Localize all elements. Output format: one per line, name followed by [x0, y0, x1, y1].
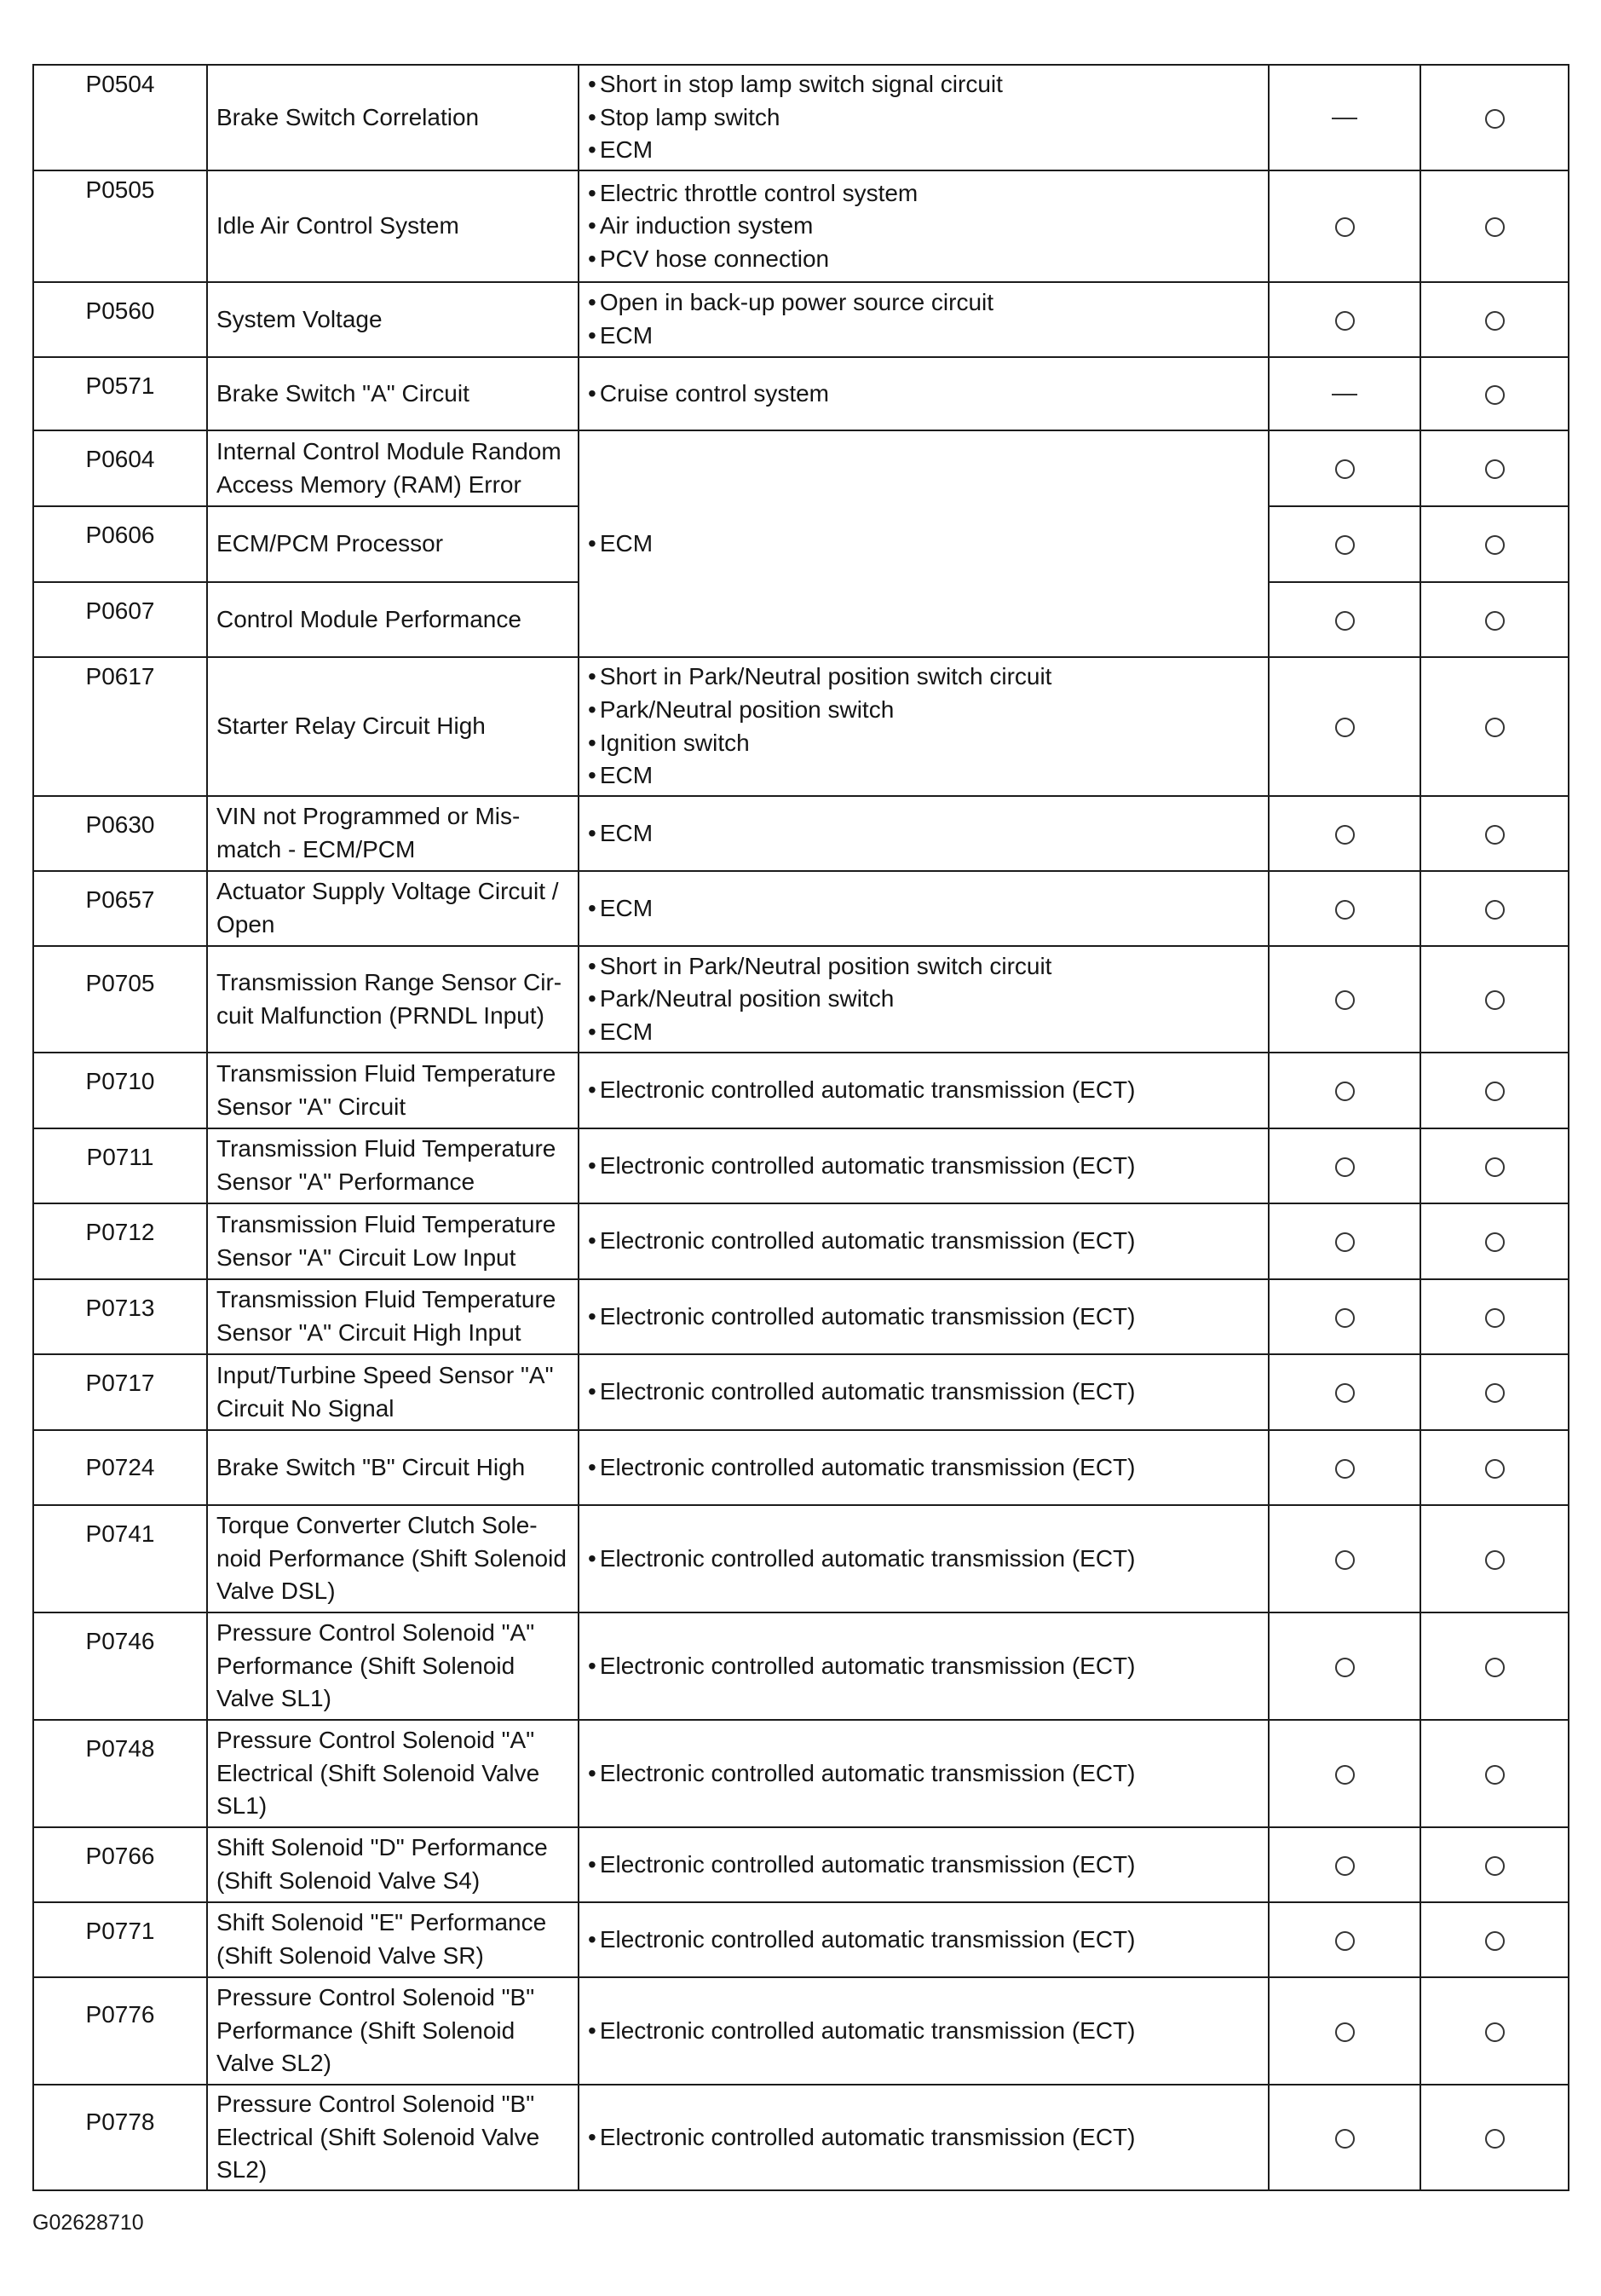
dtc-code: P0604: [33, 430, 207, 506]
table-row: [33, 1612, 1569, 1720]
dtc-code: P0771: [33, 1902, 207, 1977]
table-row: [33, 796, 1569, 871]
table-row: [33, 1128, 1569, 1203]
trouble-area-item: • ECM: [588, 759, 1259, 793]
trouble-area: [579, 1827, 1269, 1902]
circle-icon: [1335, 217, 1355, 237]
table-row: [33, 1053, 1569, 1128]
circle-icon: [1335, 459, 1355, 479]
trouble-area: [579, 357, 1269, 430]
detection-item: Shift Solenoid "D" Performance (Shift Solenoid Valve S4): [207, 1827, 579, 1902]
circle-icon: [1335, 1459, 1355, 1479]
dtc-code: P0724: [33, 1430, 207, 1505]
trouble-area: [579, 65, 1269, 170]
detection-item: Control Module Performance: [207, 582, 579, 657]
dtc-code: P0717: [33, 1354, 207, 1430]
mil-indicator: [1269, 871, 1420, 946]
memory-indicator: [1420, 282, 1569, 357]
trouble-area-item: • Ignition switch: [588, 727, 1259, 760]
table-row: [33, 282, 1569, 357]
trouble-area-item: • Park/Neutral position switch: [588, 983, 1259, 1016]
circle-icon: [1485, 1856, 1505, 1876]
mil-indicator: [1269, 1279, 1420, 1354]
table-row: [33, 946, 1569, 1053]
mil-indicator: [1269, 1612, 1420, 1720]
trouble-area-item: • Electronic controlled automatic transmission (ECT): [588, 2121, 1259, 2155]
dtc-code: P0776: [33, 1977, 207, 2085]
memory-indicator: [1420, 1128, 1569, 1203]
table-row: [33, 1902, 1569, 1977]
dtc-code: P0606: [33, 506, 207, 582]
detection-item: Pressure Control Solenoid "A" Electrical (Shift Solenoid Valve SL1): [207, 1720, 579, 1827]
mil-indicator: [1269, 1902, 1420, 1977]
table-row: [33, 657, 1569, 796]
circle-icon: [1335, 900, 1355, 920]
memory-indicator: [1420, 2085, 1569, 2190]
circle-icon: [1485, 2022, 1505, 2042]
trouble-area-item: • Air induction system: [588, 210, 1259, 243]
detection-item: Transmission Fluid Temperature Sensor "A" Performance: [207, 1128, 579, 1203]
memory-indicator: [1420, 1827, 1569, 1902]
dtc-code: P0560: [33, 282, 207, 357]
circle-icon: [1335, 1658, 1355, 1677]
memory-indicator: [1420, 946, 1569, 1053]
trouble-area: [579, 946, 1269, 1053]
trouble-area: [579, 1505, 1269, 1612]
circle-icon: [1485, 1082, 1505, 1101]
memory-indicator: [1420, 1279, 1569, 1354]
circle-icon: [1485, 1383, 1505, 1403]
dtc-code: P0748: [33, 1720, 207, 1827]
detection-item: Idle Air Control System: [207, 170, 579, 282]
detection-item: Pressure Control Solenoid "A" Performance (Shift Solenoid Valve SL1): [207, 1612, 579, 1720]
trouble-area-item: • Electronic controlled automatic transmission (ECT): [588, 1301, 1259, 1334]
circle-icon: [1335, 2129, 1355, 2149]
trouble-area-item: • Park/Neutral position switch: [588, 694, 1259, 727]
trouble-area-item: • Short in stop lamp switch signal circuit: [588, 68, 1259, 101]
circle-icon: [1485, 1550, 1505, 1570]
circle-icon: [1335, 1232, 1355, 1252]
circle-icon: [1485, 109, 1505, 129]
trouble-area-item: • Electronic controlled automatic transmission (ECT): [588, 2015, 1259, 2048]
trouble-area-item: • Electronic controlled automatic transmission (ECT): [588, 1451, 1259, 1485]
trouble-area-item: • Short in Park/Neutral position switch circuit: [588, 661, 1259, 694]
trouble-area: [579, 282, 1269, 357]
trouble-area-item: • Cruise control system: [588, 378, 1259, 411]
trouble-area-item: • ECM: [588, 134, 1259, 167]
trouble-area-item: • Open in back-up power source circuit: [588, 286, 1259, 320]
circle-icon: [1335, 1082, 1355, 1101]
circle-icon: [1485, 2129, 1505, 2149]
table-row: [33, 1279, 1569, 1354]
detection-item: Shift Solenoid "E" Performance (Shift Solenoid Valve SR): [207, 1902, 579, 1977]
memory-indicator: [1420, 430, 1569, 506]
mil-indicator: [1269, 1827, 1420, 1902]
trouble-area: [579, 1354, 1269, 1430]
memory-indicator: [1420, 1902, 1569, 1977]
memory-indicator: [1420, 65, 1569, 170]
trouble-area: [579, 796, 1269, 871]
memory-indicator: [1420, 1977, 1569, 2085]
circle-icon: [1485, 1765, 1505, 1785]
detection-item: Torque Converter Clutch Sole-noid Performance (Shift Solenoid Valve DSL): [207, 1505, 579, 1612]
memory-indicator: [1420, 1430, 1569, 1505]
trouble-area-item: • Electronic controlled automatic transmission (ECT): [588, 1757, 1259, 1791]
circle-icon: [1335, 311, 1355, 331]
circle-icon: [1335, 1765, 1355, 1785]
circle-icon: [1335, 1550, 1355, 1570]
detection-item: VIN not Programmed or Mis-match - ECM/PCM: [207, 796, 579, 871]
circle-icon: [1485, 825, 1505, 845]
circle-icon: [1335, 825, 1355, 845]
circle-icon: [1485, 1658, 1505, 1677]
table-row: [33, 1354, 1569, 1430]
memory-indicator: [1420, 582, 1569, 657]
mil-indicator: [1269, 1203, 1420, 1279]
mil-indicator: [1269, 1977, 1420, 2085]
dtc-code: P0766: [33, 1827, 207, 1902]
dtc-code: P0504: [33, 65, 207, 170]
detection-item: System Voltage: [207, 282, 579, 357]
detection-item: Input/Turbine Speed Sensor "A" Circuit No Signal: [207, 1354, 579, 1430]
table-row: [33, 2085, 1569, 2190]
table-row: [33, 1977, 1569, 2085]
trouble-area: [579, 1279, 1269, 1354]
detection-item: Actuator Supply Voltage Circuit / Open: [207, 871, 579, 946]
mil-indicator: [1269, 1053, 1420, 1128]
trouble-area-item: • Electronic controlled automatic transmission (ECT): [588, 1650, 1259, 1683]
dtc-code: P0713: [33, 1279, 207, 1354]
dtc-code: P0705: [33, 946, 207, 1053]
circle-icon: [1335, 990, 1355, 1010]
circle-icon: [1335, 1383, 1355, 1403]
dtc-code: P0746: [33, 1612, 207, 1720]
detection-item: Transmission Range Sensor Cir-cuit Malfunction (PRNDL Input): [207, 946, 579, 1053]
table-row: [33, 1505, 1569, 1612]
table-row: [33, 170, 1569, 282]
dtc-code: P0571: [33, 357, 207, 430]
circle-icon: [1485, 535, 1505, 555]
circle-icon: [1335, 1931, 1355, 1951]
detection-item: Brake Switch "B" Circuit High: [207, 1430, 579, 1505]
memory-indicator: [1420, 1720, 1569, 1827]
mil-indicator: [1269, 170, 1420, 282]
circle-icon: [1335, 1157, 1355, 1177]
dtc-code: P0630: [33, 796, 207, 871]
circle-icon: [1485, 900, 1505, 920]
mil-indicator: [1269, 582, 1420, 657]
table-row: [33, 1720, 1569, 1827]
detection-item: Brake Switch "A" Circuit: [207, 357, 579, 430]
table-row: [33, 1430, 1569, 1505]
circle-icon: [1485, 1232, 1505, 1252]
memory-indicator: [1420, 1203, 1569, 1279]
mil-indicator: [1269, 1505, 1420, 1612]
table-row: [33, 871, 1569, 946]
detection-item: Starter Relay Circuit High: [207, 657, 579, 796]
dtc-code: P0607: [33, 582, 207, 657]
trouble-area-item: • Electronic controlled automatic transmission (ECT): [588, 1849, 1259, 1882]
circle-icon: [1485, 459, 1505, 479]
trouble-area-item: • Electronic controlled automatic transmission (ECT): [588, 1150, 1259, 1183]
trouble-area-item: • ECM: [588, 892, 1259, 926]
detection-item: Pressure Control Solenoid "B" Performance (Shift Solenoid Valve SL2): [207, 1977, 579, 2085]
dtc-code: P0711: [33, 1128, 207, 1203]
trouble-area: [579, 871, 1269, 946]
circle-icon: [1485, 611, 1505, 631]
detection-item: Transmission Fluid Temperature Sensor "A" Circuit: [207, 1053, 579, 1128]
mil-indicator: [1269, 357, 1420, 430]
circle-icon: [1485, 1157, 1505, 1177]
trouble-area: [579, 1902, 1269, 1977]
mil-indicator: [1269, 1720, 1420, 1827]
detection-item: Pressure Control Solenoid "B" Electrical (Shift Solenoid Valve SL2): [207, 2085, 579, 2190]
dtc-code: P0505: [33, 170, 207, 282]
dtc-code: P0617: [33, 657, 207, 796]
mil-indicator: [1269, 796, 1420, 871]
dash-icon: [1332, 118, 1357, 119]
trouble-area: [579, 170, 1269, 282]
trouble-area-item: • Electronic controlled automatic transmission (ECT): [588, 1074, 1259, 1107]
trouble-area: [579, 1612, 1269, 1720]
detection-item: Transmission Fluid Temperature Sensor "A" Circuit High Input: [207, 1279, 579, 1354]
trouble-area-item: • Short in Park/Neutral position switch circuit: [588, 950, 1259, 984]
circle-icon: [1335, 535, 1355, 555]
trouble-area-item: • Electronic controlled automatic transmission (ECT): [588, 1225, 1259, 1258]
dash-icon: [1332, 394, 1357, 395]
trouble-area-item: • ECM: [588, 528, 1259, 561]
dtc-code: P0741: [33, 1505, 207, 1612]
trouble-area-item: • Electronic controlled automatic transmission (ECT): [588, 1924, 1259, 1957]
table-row: [33, 1203, 1569, 1279]
trouble-area: [579, 1128, 1269, 1203]
circle-icon: [1335, 718, 1355, 737]
dtc-table: [32, 64, 1569, 2191]
dtc-code: P0778: [33, 2085, 207, 2190]
dtc-code: P0712: [33, 1203, 207, 1279]
circle-icon: [1335, 611, 1355, 631]
circle-icon: [1335, 2022, 1355, 2042]
circle-icon: [1485, 1308, 1505, 1328]
mil-indicator: [1269, 946, 1420, 1053]
dtc-code: P0710: [33, 1053, 207, 1128]
detection-item: ECM/PCM Processor: [207, 506, 579, 582]
circle-icon: [1485, 217, 1505, 237]
circle-icon: [1485, 385, 1505, 405]
circle-icon: [1485, 1931, 1505, 1951]
memory-indicator: [1420, 170, 1569, 282]
mil-indicator: [1269, 430, 1420, 506]
trouble-area: [579, 430, 1269, 657]
memory-indicator: [1420, 506, 1569, 582]
dtc-code: P0657: [33, 871, 207, 946]
trouble-area: [579, 1430, 1269, 1505]
trouble-area-item: • Stop lamp switch: [588, 101, 1259, 135]
mil-indicator: [1269, 657, 1420, 796]
trouble-area: [579, 1053, 1269, 1128]
trouble-area-item: • PCV hose connection: [588, 243, 1259, 276]
table-row: [33, 65, 1569, 170]
trouble-area: [579, 1720, 1269, 1827]
trouble-area: [579, 1977, 1269, 2085]
trouble-area-item: • ECM: [588, 1016, 1259, 1049]
memory-indicator: [1420, 1505, 1569, 1612]
detection-item: Transmission Fluid Temperature Sensor "A" Circuit Low Input: [207, 1203, 579, 1279]
memory-indicator: [1420, 1053, 1569, 1128]
circle-icon: [1485, 1459, 1505, 1479]
memory-indicator: [1420, 357, 1569, 430]
memory-indicator: [1420, 1354, 1569, 1430]
trouble-area: [579, 1203, 1269, 1279]
trouble-area-item: • Electric throttle control system: [588, 177, 1259, 211]
memory-indicator: [1420, 796, 1569, 871]
mil-indicator: [1269, 2085, 1420, 2190]
trouble-area-item: • ECM: [588, 817, 1259, 851]
mil-indicator: [1269, 506, 1420, 582]
trouble-area: [579, 657, 1269, 796]
mil-indicator: [1269, 65, 1420, 170]
table-row: [33, 1827, 1569, 1902]
circle-icon: [1485, 718, 1505, 737]
circle-icon: [1335, 1856, 1355, 1876]
mil-indicator: [1269, 1430, 1420, 1505]
memory-indicator: [1420, 1612, 1569, 1720]
table-row: [33, 357, 1569, 430]
trouble-area-item: • Electronic controlled automatic transmission (ECT): [588, 1543, 1259, 1576]
circle-icon: [1485, 311, 1505, 331]
circle-icon: [1485, 990, 1505, 1010]
detection-item: Brake Switch Correlation: [207, 65, 579, 170]
mil-indicator: [1269, 1354, 1420, 1430]
trouble-area-item: • Electronic controlled automatic transmission (ECT): [588, 1376, 1259, 1409]
memory-indicator: [1420, 657, 1569, 796]
memory-indicator: [1420, 871, 1569, 946]
detection-item: Internal Control Module Random Access Memory (RAM) Error: [207, 430, 579, 506]
trouble-area-item: • ECM: [588, 320, 1259, 353]
circle-icon: [1335, 1308, 1355, 1328]
mil-indicator: [1269, 282, 1420, 357]
table-row: [33, 430, 1569, 506]
dtc-table-body: [33, 65, 1569, 2190]
figure-id: G02628710: [32, 2211, 144, 2235]
mil-indicator: [1269, 1128, 1420, 1203]
trouble-area: [579, 2085, 1269, 2190]
